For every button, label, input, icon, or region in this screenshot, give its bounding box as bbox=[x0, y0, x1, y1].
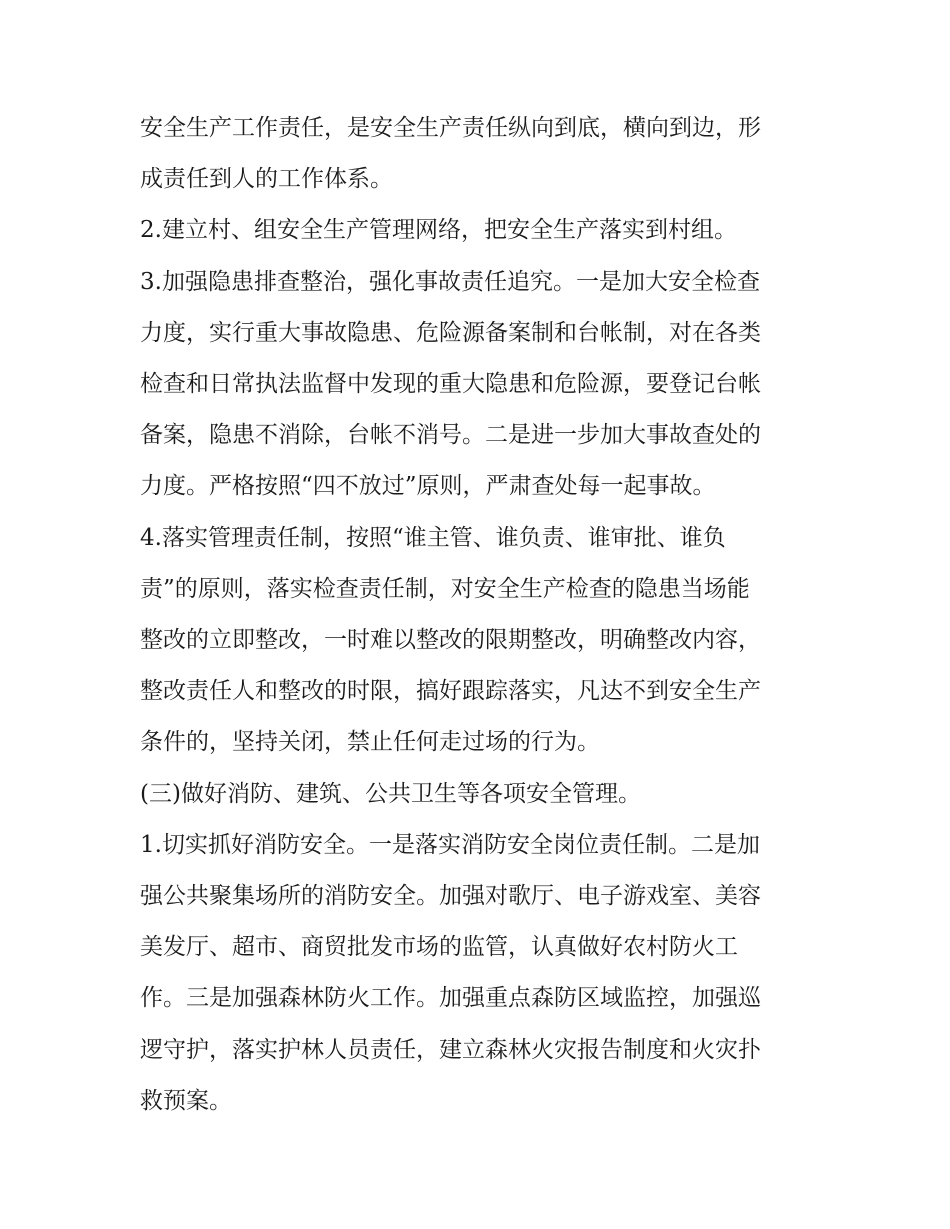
text-line: 责”的原则，落实检查责任制，对安全生产检查的隐患当场能 bbox=[140, 575, 750, 602]
text-line: 美发厅、超市、商贸批发市场的监管，认真做好农村防火工 bbox=[140, 934, 738, 961]
text-line: 安全生产工作责任，是安全生产责任纵向到底，横向到边，形 bbox=[140, 115, 761, 141]
text-line: 成责任到人的工作体系。 bbox=[140, 166, 393, 193]
text-line: 整改责任人和整改的时限，搞好跟踪落实，凡达不到安全生产 bbox=[140, 678, 761, 705]
text-line: 整改的立即整改，一时难以整改的限期整改，明确整改内容， bbox=[140, 627, 761, 654]
text-line: 强公共聚集场所的消防安全。加强对歌厅、电子游戏室、美容 bbox=[140, 883, 761, 910]
section-heading: (三)做好消防、建筑、公共卫生等各项安全管理。 bbox=[140, 780, 641, 807]
list-item-3: 3.加强隐患排查整治，强化事故责任追究。一是加大安全检查 bbox=[140, 268, 760, 295]
list-item-2: 2.建立村、组安全生产管理网络，把安全生产落实到村组。 bbox=[140, 217, 737, 244]
text-line: 检查和日常执法监督中发现的重大隐患和危险源，要登记台帐 bbox=[140, 371, 761, 398]
text-line: 逻守护，落实护林人员责任，建立森林火灾报告制度和火灾扑 bbox=[140, 1036, 761, 1063]
text-line: 条件的，坚持关闭，禁止任何走过场的行为。 bbox=[140, 729, 600, 756]
document-body bbox=[140, 103, 820, 1127]
text-line: 救预案。 bbox=[140, 1087, 232, 1114]
text-line: 力度。严格按照“四不放过”原则，严肃查处每一起事故。 bbox=[140, 473, 716, 500]
list-item-4: 4.落实管理责任制，按照“谁主管、谁负责、谁审批、谁负 bbox=[140, 524, 726, 551]
list-item-1: 1.切实抓好消防安全。一是落实消防安全岗位责任制。二是加 bbox=[140, 831, 760, 858]
text-line: 作。三是加强森林防火工作。加强重点森防区域监控，加强巡 bbox=[140, 985, 761, 1012]
text-line: 力度，实行重大事故隐患、危险源备案制和台帐制，对在各类 bbox=[140, 319, 761, 346]
text-line: 备案，隐患不消除，台帐不消号。二是进一步加大事故查处的 bbox=[140, 422, 761, 449]
